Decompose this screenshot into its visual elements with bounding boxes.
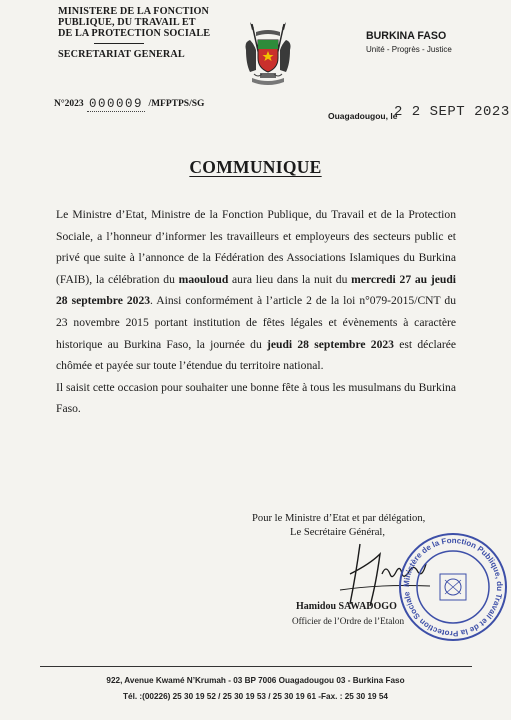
- country-name: BURKINA FASO: [366, 30, 447, 42]
- coat-of-arms-icon: [238, 20, 298, 90]
- signatory-rank: Officier de l’Ordre de l’Etalon: [292, 616, 405, 626]
- communique-body: [56, 204, 456, 420]
- delegation-line: Pour le Ministre d’Etat et par délégation,: [252, 513, 426, 524]
- body-bold-dates: mercredi 27 au jeudi 28 septembre 2023: [56, 272, 456, 308]
- footer-divider: [40, 666, 472, 667]
- title-text: COMMUNIQUE: [189, 157, 322, 177]
- country-header: [366, 30, 486, 54]
- ministry-line-3: DE LA PROTECTION SOCIALE: [58, 28, 211, 39]
- reference-prefix: N°2023: [54, 99, 84, 109]
- country-motto: Unité - Progrès - Justice: [366, 45, 452, 54]
- date-stamp: 2 2 SEPT 2023: [394, 104, 510, 120]
- header-divider: [94, 43, 144, 44]
- body-text: aura lieu dans la nuit du: [228, 272, 352, 286]
- reference-number: [54, 96, 204, 110]
- body-text: . Ainsi conformément à l’article 2 de la loi n°079-2015/CNT du 23 novembre 2015 portant institution de fêtes légales et évènements à caractère historique au Burkina Faso, la journée du: [56, 294, 456, 351]
- place-label: Ouagadougou, le: [328, 111, 398, 121]
- ministry-line-1: MINISTERE DE LA FONCTION: [58, 6, 209, 17]
- footer-phones: Tél. :(00226) 25 30 19 52 / 25 30 19 53 / 25 30 19 61 -Fax. : 25 30 19 54: [123, 692, 388, 701]
- footer-address: 922, Avenue Kwamé N’Krumah - 03 BP 7006 Ouagadougou 03 - Burkina Faso: [106, 676, 405, 685]
- body-text: est déclarée chômée et payée sur toute l’étendue du territoire national.: [56, 337, 456, 373]
- reference-stamped-number: 000009: [89, 97, 144, 111]
- ministry-line-2: PUBLIQUE, DU TRAVAIL ET: [58, 17, 196, 28]
- body-paragraph-1: [56, 204, 456, 377]
- body-paragraph-2: Il saisit cette occasion pour souhaiter une bonne fête à tous les musulmans du Burkina Faso.: [56, 380, 456, 416]
- body-bold-maouloud: maouloud: [178, 272, 229, 286]
- signatory-name: Hamidou SAWADOGO: [296, 601, 397, 612]
- body-text: Le Ministre d’Etat, Ministre de la Fonction Publique, du Travail et de la Protection Sociale, a l’honneur d’informer les travailleurs et employeurs des secteurs public et privé que suite à l’annonce de la Fédération des Associations Islamiques du Burkina (FAIB), la célébration du: [56, 208, 456, 286]
- official-stamp: [396, 528, 510, 646]
- svg-text:Ministère de la Fonction Publi: Ministère de la Fonction Publique, du Travail et de la Protection Sociale: [401, 535, 505, 639]
- body-bold-holiday-date: jeudi 28 septembre 2023: [267, 337, 394, 351]
- reference-suffix: /MFPTPS/SG: [148, 99, 205, 109]
- secretary-title: Le Secrétaire Général,: [290, 527, 385, 538]
- ministry-header: [58, 6, 238, 60]
- document-title: [0, 157, 511, 178]
- secretariat-label: SECRETARIAT GENERAL: [58, 49, 185, 60]
